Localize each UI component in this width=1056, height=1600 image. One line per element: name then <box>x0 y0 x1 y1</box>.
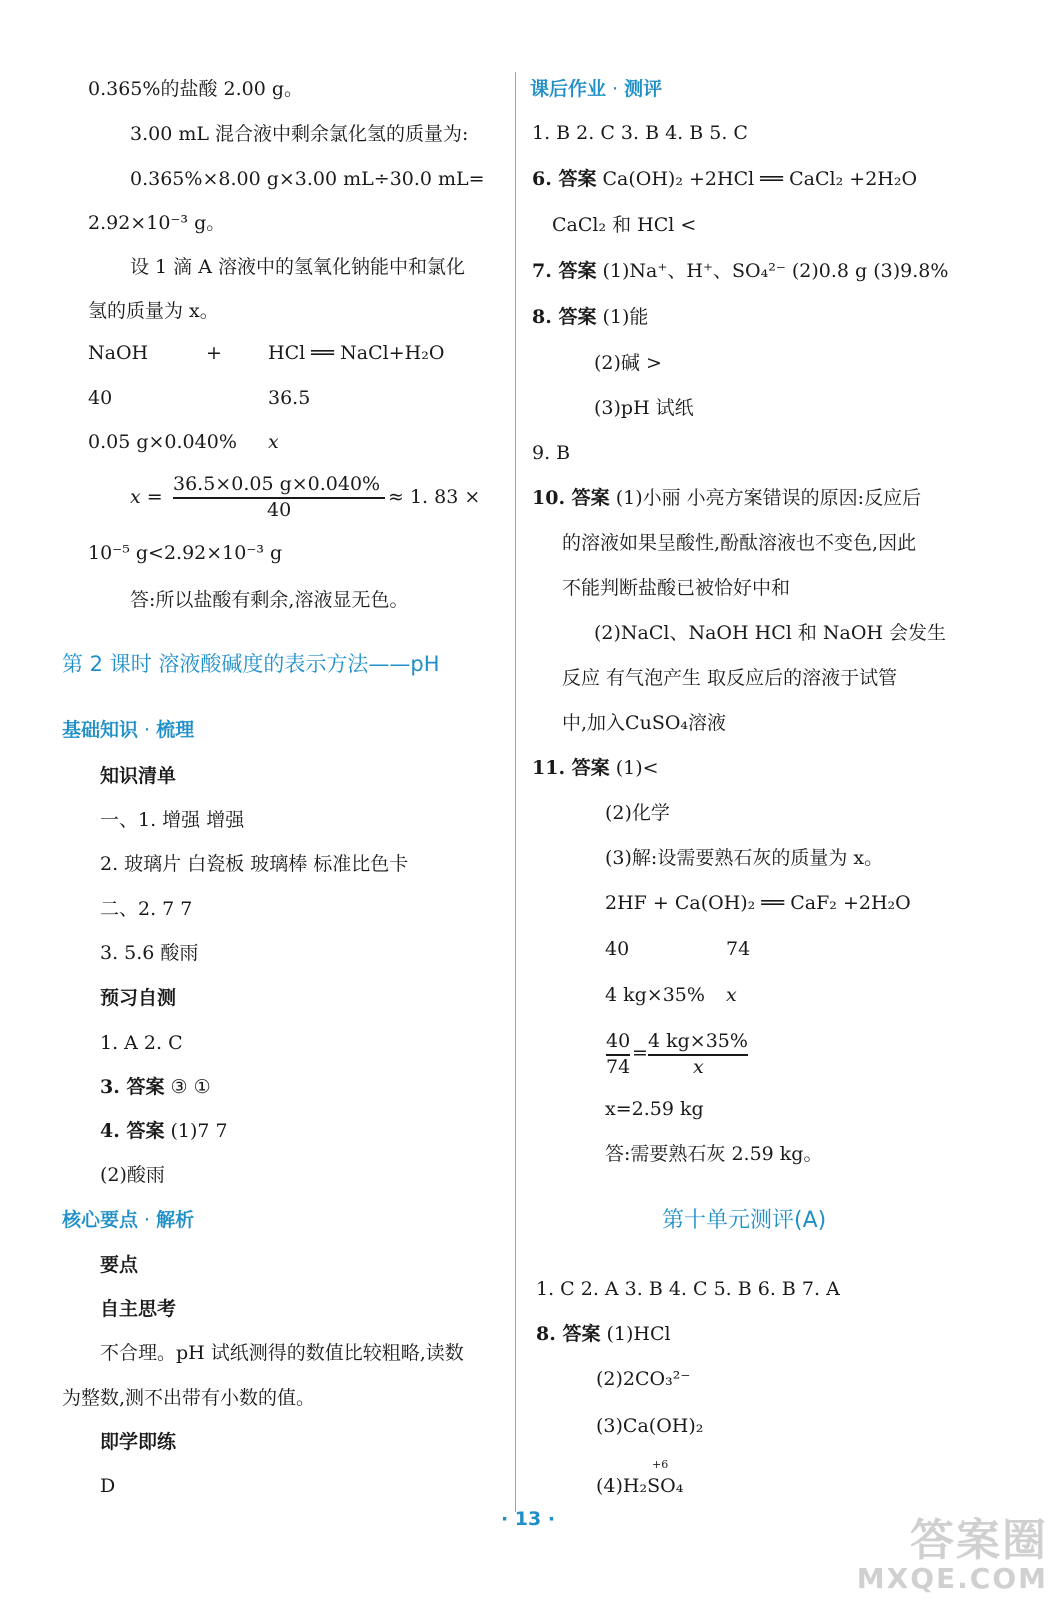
watermark-text: 答案圈 <box>910 1515 1048 1566</box>
answer-value: ③ ① <box>170 1076 211 1098</box>
answer-line <box>532 755 659 781</box>
column-divider <box>515 72 516 1512</box>
watermark-url: MXQE.COM <box>856 1562 1048 1595</box>
answer-line: CaCl₂ 和 HCl < <box>552 214 697 236</box>
given-mass: 4 kg×35% <box>605 984 705 1006</box>
fraction-equals: = <box>632 1042 648 1064</box>
answer-line: 1. C 2. A 3. B 4. C 5. B 6. B 7. A <box>536 1278 840 1300</box>
equation-plus: + <box>206 342 222 364</box>
lesson-title: 第 2 课时 溶液酸碱度的表示方法——pH <box>62 652 440 676</box>
section-heading-part: 课后作业 <box>530 78 607 100</box>
fraction-numerator: 4 kg×35% <box>648 1030 748 1052</box>
answer-line: (3)pH 试纸 <box>594 397 694 419</box>
answer-line: 中,加入CuSO₄溶液 <box>562 712 727 734</box>
answer-line <box>532 258 948 284</box>
answer-line <box>536 1321 671 1347</box>
fraction <box>173 472 381 521</box>
answer-line: (3)Ca(OH)₂ <box>596 1415 704 1437</box>
section-heading-homework: 课后作业 · 测评 <box>530 78 663 100</box>
section-heading-part: 测评 <box>624 78 663 100</box>
answer-line: 3. 5.6 酸雨 <box>100 942 199 964</box>
answer-line: (2)NaCl、NaOH HCl 和 NaOH 会发生 <box>594 622 947 644</box>
equation: 2HF + Ca(OH)₂ ══ CaF₂ +2H₂O <box>605 892 911 914</box>
subheading: 知识清单 <box>100 765 177 787</box>
equation-reactant: NaOH <box>88 342 149 364</box>
answer-line <box>532 485 921 511</box>
text-line: 3.00 mL 混合液中剩余氯化氢的质量为: <box>130 123 469 145</box>
section-heading-part: 梳理 <box>156 719 195 741</box>
unknown-mass: x <box>268 431 279 453</box>
fraction-denominator: x <box>693 1056 704 1078</box>
answer-line: (2)碱 > <box>594 352 662 374</box>
answer-line: x=2.59 kg <box>605 1098 704 1120</box>
fraction-rhs: ≈ 1. 83 × <box>388 486 481 508</box>
molar-mass: 40 <box>605 938 630 960</box>
fraction <box>648 1029 748 1078</box>
subheading: 要点 <box>100 1254 139 1276</box>
answer-line <box>100 1074 211 1100</box>
text-line: 设 1 滴 A 溶液中的氢氧化钠能中和氯化 <box>130 256 465 278</box>
answer-line: D <box>100 1475 116 1497</box>
answer-value: (1)能 <box>602 306 649 328</box>
answer-line: (2)2CO₃²⁻ <box>596 1368 691 1390</box>
answer-label: 7. 答案 <box>532 260 597 282</box>
section-heading-core: 核心要点 · 解析 <box>62 1209 195 1231</box>
answer-label: 6. 答案 <box>532 168 597 190</box>
text-line: 10⁻⁵ g<2.92×10⁻³ g <box>88 542 283 564</box>
valence-mark: +6 <box>652 1458 669 1471</box>
answer-value: Ca(OH)₂ +2HCl ══ CaCl₂ +2H₂O <box>602 168 918 190</box>
answer-line: (3)解:设需要熟石灰的质量为 x。 <box>605 847 884 869</box>
answer-line: (4)H₂SO₄ <box>596 1475 684 1497</box>
answer-label: 3. 答案 <box>100 1076 165 1098</box>
answer-line: 二、2. 7 7 <box>100 898 193 920</box>
text-line: 答:所以盐酸有剩余,溶液显无色。 <box>130 589 409 611</box>
page-number: · 13 · <box>500 1508 556 1530</box>
answer-line: 反应 有气泡产生 取反应后的溶液于试管 <box>562 667 898 689</box>
subheading: 即学即练 <box>100 1431 177 1453</box>
watermark-logo <box>856 1515 1048 1595</box>
answer-line <box>532 304 648 330</box>
molar-mass: 36.5 <box>268 387 311 409</box>
section-heading-basic: 基础知识 · 梳理 <box>62 719 195 741</box>
text-line: 氢的质量为 x。 <box>88 300 219 322</box>
answer-line: 2. 玻璃片 白瓷板 玻璃棒 标准比色卡 <box>100 853 409 875</box>
fraction-numerator: 40 <box>606 1030 631 1052</box>
text-line: 为整数,测不出带有小数的值。 <box>62 1387 316 1409</box>
answer-line: 1. B 2. C 3. B 4. B 5. C <box>532 122 748 144</box>
answer-line: 的溶液如果呈酸性,酚酞溶液也不变色,因此 <box>562 532 917 554</box>
section-heading-part: 核心要点 <box>62 1209 139 1231</box>
unit-test-title: 第十单元测评(A) <box>662 1208 827 1233</box>
section-heading-part: 基础知识 <box>62 719 139 741</box>
answer-line <box>532 166 917 192</box>
answer-label: 11. 答案 <box>532 757 610 779</box>
answer-label: 10. 答案 <box>532 487 610 509</box>
fraction-lhs: x = <box>130 486 163 508</box>
fraction-denominator: 74 <box>606 1056 631 1078</box>
answer-line: 一、1. 增强 增强 <box>100 809 245 831</box>
answer-line: 不能判断盐酸已被恰好中和 <box>562 577 791 599</box>
answer-value: (1)小丽 小亮方案错误的原因:反应后 <box>615 487 922 509</box>
answer-line: (2)化学 <box>605 802 670 824</box>
answer-line: (2)酸雨 <box>100 1164 165 1186</box>
answer-label: 8. 答案 <box>532 306 597 328</box>
section-heading-part: 解析 <box>156 1209 195 1231</box>
equation-rest: HCl ══ NaCl+H₂O <box>268 342 445 364</box>
answer-value: (1)7 7 <box>170 1120 228 1142</box>
answer-label: 8. 答案 <box>536 1323 601 1345</box>
molar-mass: 74 <box>726 938 751 960</box>
given-mass: 0.05 g×0.040% <box>88 431 237 453</box>
text-line: 0.365%的盐酸 2.00 g。 <box>88 78 303 100</box>
text-line: 2.92×10⁻³ g。 <box>88 212 226 234</box>
answer-line: 答:需要熟石灰 2.59 kg。 <box>605 1143 823 1165</box>
molar-mass: 40 <box>88 387 113 409</box>
text-line: 不合理。pH 试纸测得的数值比较粗略,读数 <box>100 1342 464 1364</box>
answer-value: (1)Na⁺、H⁺、SO₄²⁻ (2)0.8 g (3)9.8% <box>602 260 949 282</box>
fraction-denominator: 40 <box>267 499 292 521</box>
unknown-mass: x <box>726 984 737 1006</box>
answer-label: 4. 答案 <box>100 1120 165 1142</box>
answer-line: 9. B <box>532 442 571 464</box>
subheading: 自主思考 <box>100 1298 177 1320</box>
fraction-numerator: 36.5×0.05 g×0.040% <box>173 473 381 495</box>
answer-line: 1. A 2. C <box>100 1032 183 1054</box>
text-line: 0.365%×8.00 g×3.00 mL÷30.0 mL= <box>130 168 485 190</box>
fraction <box>606 1029 631 1078</box>
answer-value: (1)< <box>615 757 659 779</box>
answer-line <box>100 1118 228 1144</box>
answer-value: (1)HCl <box>606 1323 671 1345</box>
subheading: 预习自测 <box>100 987 177 1009</box>
